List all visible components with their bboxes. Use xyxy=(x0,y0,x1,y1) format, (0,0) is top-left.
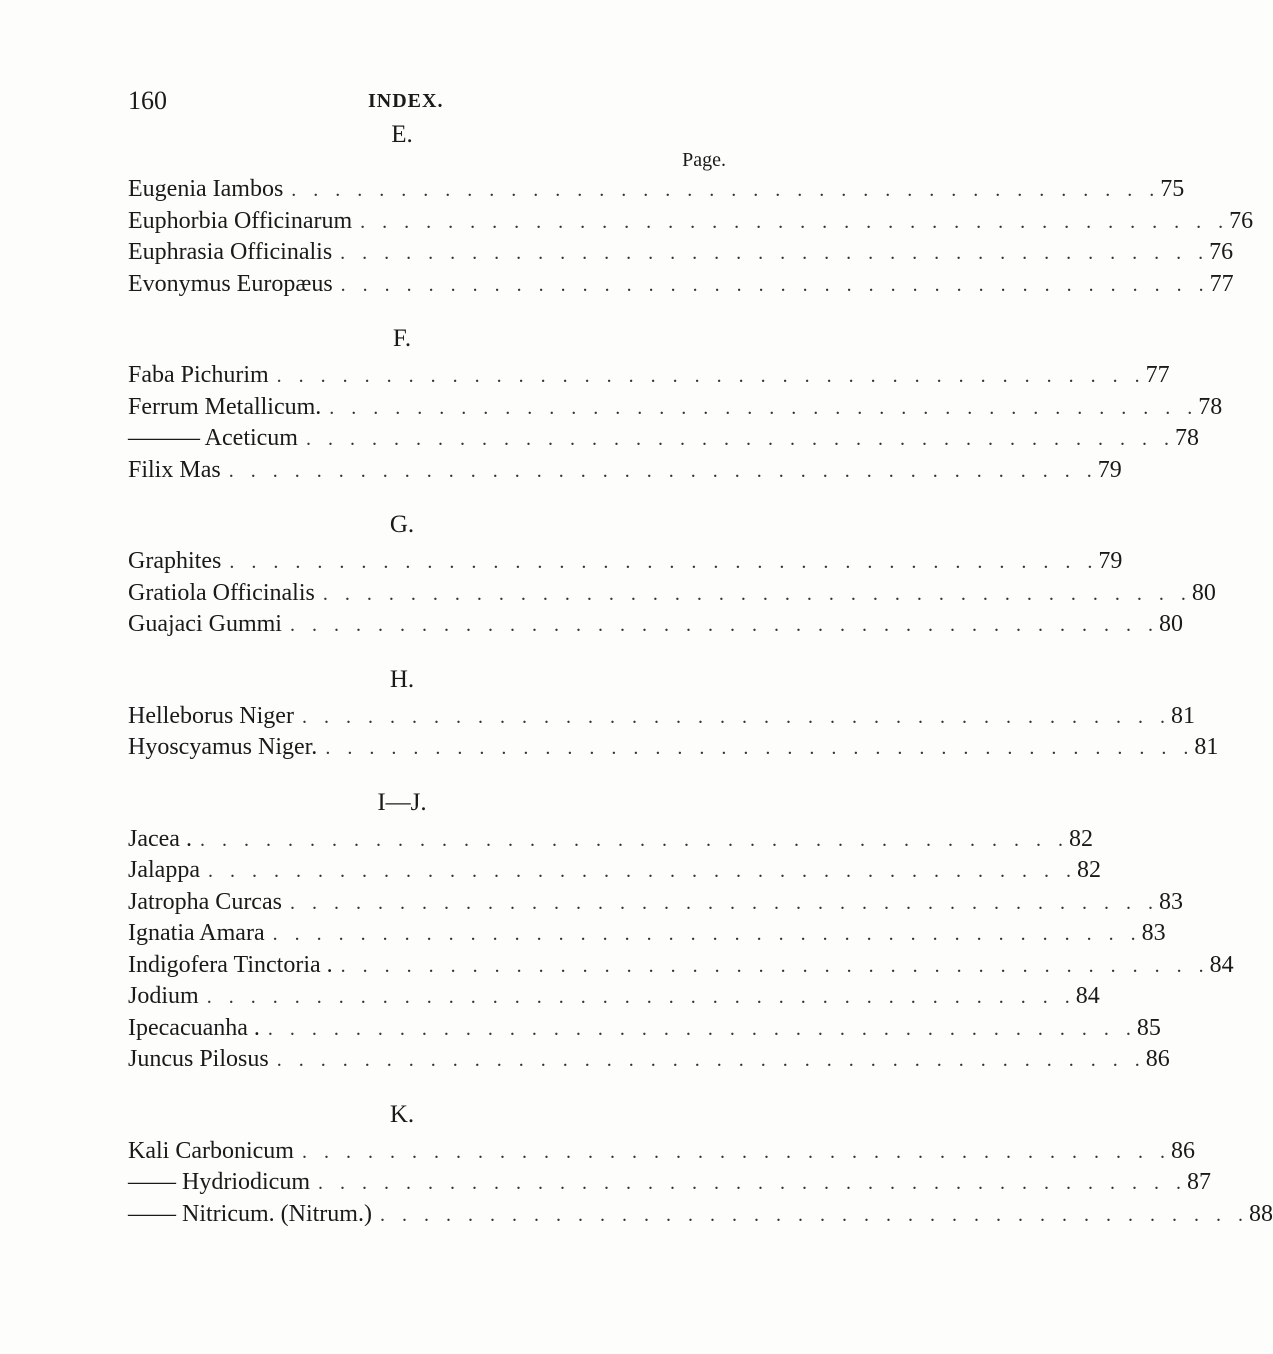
section-letter: E. xyxy=(391,121,413,148)
entry-page: 77 xyxy=(1145,362,1170,388)
index-entry xyxy=(128,824,1093,856)
entry-page: 79 xyxy=(1097,456,1122,483)
index-entry xyxy=(128,1199,1273,1231)
entry-name: Indigofera Tinctoria . xyxy=(128,951,333,978)
section-gap xyxy=(128,486,726,504)
section-letter: I—J. xyxy=(377,788,427,816)
index-entry xyxy=(128,392,1223,424)
entry-page: 81 xyxy=(1194,734,1219,760)
entry-name: Kali Carbonicum xyxy=(128,1137,294,1164)
dot-leader: . . . . . . . . . . . . . . . . . . . . . . . . . . . . . . . . . . . . . . . . xyxy=(301,705,1171,728)
entry-page: 87 xyxy=(1186,1169,1211,1195)
index-entry xyxy=(128,360,1170,392)
section-gap xyxy=(128,641,726,659)
entry-name: ——— Aceticum xyxy=(128,425,298,451)
dot-leader: . . . . . . . . . . . . . . . . . . . . . . . . . . . . . . . . . . . . . . . . xyxy=(291,179,1161,201)
index-entry xyxy=(128,206,1254,238)
entry-page: 82 xyxy=(1076,857,1101,883)
entry-page: 84 xyxy=(1209,951,1234,978)
entry-page: 81 xyxy=(1170,702,1195,729)
entry-name: Gratiola Officinalis xyxy=(128,579,315,606)
dot-leader: . . . . . . . . . . . . . . . . . . . . . . . . . . . . . . . . . . . . . . . . xyxy=(340,954,1210,977)
index-entry xyxy=(128,981,1100,1013)
entry-page: 80 xyxy=(1191,579,1216,606)
section-letter: G. xyxy=(389,511,415,538)
index-list xyxy=(128,114,1273,1230)
dot-leader: . . . . . . . . . . . . . . . . . . . . . . . . . . . . . . . . . . . . . . . . xyxy=(360,210,1230,233)
dot-leader: . . . . . . . . . . . . . . . . . . . . . . . . . . . . . . . . . . . . . . . . xyxy=(267,1017,1137,1040)
entry-page: 79 xyxy=(1098,548,1123,574)
entry-name: Euphorbia Officinarum xyxy=(128,207,353,234)
index-entry xyxy=(128,174,1185,206)
dot-leader: . . . . . . . . . . . . . . . . . . . . . . . . . . . . . . . . . . . . . . . . xyxy=(228,459,1098,482)
dot-leader: . . . . . . . . . . . . . . . . . . . . . . . . . . . . . . . . . . . . . . . . xyxy=(207,860,1077,882)
entry-page: 76 xyxy=(1209,239,1234,265)
entry-page: 86 xyxy=(1145,1046,1170,1072)
index-entry xyxy=(128,609,1183,641)
dot-leader: . . . . . . . . . . . . . . . . . . . . . . . . . . . . . . . . . . . . . . . . xyxy=(289,891,1159,914)
entry-page: 83 xyxy=(1141,920,1166,946)
entry-page: 82 xyxy=(1068,825,1093,852)
entry-name: Graphites xyxy=(128,548,222,574)
dot-leader: . . . . . . . . . . . . . . . . . . . . . . . . . . . . . . . . . . . . . . . . xyxy=(322,582,1192,605)
dot-leader: . . . . . . . . . . . . . . . . . . . . . . . . . . . . . . . . . . . . . . . . xyxy=(301,1140,1171,1163)
index-entry xyxy=(128,1167,1211,1199)
entry-name: Euphrasia Officinalis xyxy=(128,239,333,265)
entry-page: 85 xyxy=(1136,1014,1161,1041)
entry-name: Juncus Pilosus xyxy=(128,1046,269,1072)
index-entry xyxy=(128,237,1234,269)
section-gap xyxy=(128,300,726,318)
dot-leader: . . . . . . . . . . . . . . . . . . . . . . . . . . . . . . . . . . . . . . . . xyxy=(276,365,1146,387)
section-letter: F. xyxy=(392,325,412,352)
entry-name: —— Hydriodicum xyxy=(128,1169,310,1195)
dot-leader: . . . . . . . . . . . . . . . . . . . . . . . . . . . . . . . . . . . . . . . . xyxy=(272,923,1142,945)
dot-leader: . . . . . . . . . . . . . . . . . . . . . . . . . . . . . . . . . . . . . . . . xyxy=(325,737,1195,759)
index-entry xyxy=(128,887,1183,919)
index-entry xyxy=(128,855,1101,887)
entry-page: 76 xyxy=(1229,207,1254,234)
page-column-label: Page. xyxy=(682,149,726,171)
entry-name: Ignatia Amara xyxy=(128,920,265,946)
entry-page: 86 xyxy=(1170,1137,1195,1164)
index-entry xyxy=(128,918,1166,950)
entry-page: 78 xyxy=(1198,393,1223,420)
dot-leader: . . . . . . . . . . . . . . . . . . . . . . . . . . . . . . . . . . . . . . . . xyxy=(206,986,1076,1008)
entry-name: Ipecacuanha . xyxy=(128,1014,260,1041)
entry-page: 84 xyxy=(1075,983,1100,1009)
section-letter: K. xyxy=(389,1100,415,1128)
index-entry xyxy=(128,732,1219,764)
index-entry xyxy=(128,578,1216,610)
entry-name: Filix Mas xyxy=(128,456,221,483)
entry-name: Jatropha Curcas xyxy=(128,888,282,915)
section-gap xyxy=(128,764,726,782)
entry-page: 78 xyxy=(1174,425,1199,451)
dot-leader: . . . . . . . . . . . . . . . . . . . . . . . . . . . . . . . . . . . . . . . . xyxy=(340,242,1210,264)
dot-leader: . . . . . . . . . . . . . . . . . . . . . . . . . . . . . . . . . . . . . . . . xyxy=(379,1203,1249,1226)
dot-leader: . . . . . . . . . . . . . . . . . . . . . . . . . . . . . . . . . . . . . . . . xyxy=(340,273,1210,296)
dot-leader: . . . . . . . . . . . . . . . . . . . . . . . . . . . . . . . . . . . . . . . . xyxy=(289,614,1159,636)
dot-leader: . . . . . . . . . . . . . . . . . . . . . . . . . . . . . . . . . . . . . . . . xyxy=(329,396,1199,419)
running-head: INDEX. xyxy=(368,90,444,112)
entry-page: 75 xyxy=(1160,176,1185,202)
entry-name: Evonymus Europæus xyxy=(128,270,333,297)
entry-name: Jalappa xyxy=(128,857,200,883)
index-entry xyxy=(128,455,1122,487)
dot-leader: . . . . . . . . . . . . . . . . . . . . . . . . . . . . . . . . . . . . . . . . xyxy=(305,428,1175,450)
entry-page: 80 xyxy=(1158,611,1183,637)
index-entry xyxy=(128,701,1195,733)
entry-name: —— Nitricum. (Nitrum.) xyxy=(128,1200,372,1227)
entry-name: Jacea . xyxy=(128,825,192,852)
section-gap xyxy=(128,1076,726,1094)
index-entry xyxy=(128,1044,1170,1076)
entry-page: 88 xyxy=(1248,1200,1273,1227)
index-entry xyxy=(128,1013,1161,1045)
page-number: 160 xyxy=(128,86,167,115)
dot-leader: . . . . . . . . . . . . . . . . . . . . . . . . . . . . . . . . . . . . . . . . xyxy=(229,551,1099,573)
entry-page: 83 xyxy=(1158,888,1183,915)
entry-name: Helleborus Niger xyxy=(128,702,294,729)
entry-name: Ferrum Metallicum. xyxy=(128,393,322,420)
index-entry xyxy=(128,269,1234,301)
entry-name: Faba Pichurim xyxy=(128,362,269,388)
dot-leader: . . . . . . . . . . . . . . . . . . . . . . . . . . . . . . . . . . . . . . . . xyxy=(317,1172,1187,1194)
entry-name: Jodium xyxy=(128,983,199,1009)
entry-page: 77 xyxy=(1209,270,1234,297)
entry-name: Guajaci Gummi xyxy=(128,611,282,637)
index-entry xyxy=(128,423,1199,455)
index-entry xyxy=(128,1136,1195,1168)
index-entry xyxy=(128,950,1234,982)
dot-leader: . . . . . . . . . . . . . . . . . . . . . . . . . . . . . . . . . . . . . . . . xyxy=(276,1049,1146,1071)
section-letter: H. xyxy=(389,665,415,693)
index-entry xyxy=(128,546,1123,578)
entry-name: Eugenia Iambos xyxy=(128,176,284,202)
entry-name: Hyoscyamus Niger. xyxy=(128,734,318,760)
dot-leader: . . . . . . . . . . . . . . . . . . . . . . . . . . . . . . . . . . . . . . . . xyxy=(199,828,1069,851)
